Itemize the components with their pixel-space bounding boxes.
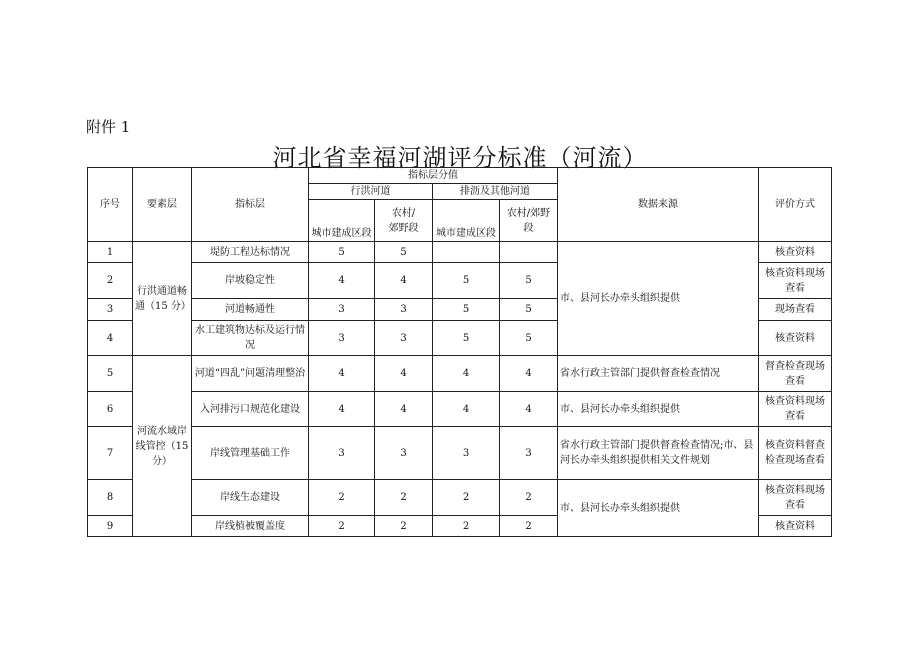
source-cell: 省水行政主管部门提供督查检查情况 [558,356,759,392]
score-cell: 2 [309,516,375,537]
document-title: 河北省幸福河湖评分标准（河流） [272,144,648,172]
score-cell: 3 [309,321,375,356]
score-cell: 3 [433,427,500,480]
score-cell: 4 [433,392,500,427]
header-drain-river: 排沥及其他河道 [433,184,558,200]
score-cell: 2 [500,516,558,537]
score-cell: 5 [433,321,500,356]
score-cell: 2 [433,516,500,537]
indicator-cell: 水工建筑物达标及运行情况 [192,321,309,356]
method-cell: 核查资料现场查看 [759,263,832,299]
header-rural [375,200,433,242]
table-row [88,480,832,516]
header-rural [500,200,558,242]
seq-cell: 9 [88,516,133,537]
score-cell: 5 [309,242,375,263]
table-row [88,242,832,263]
seq-cell: 8 [88,480,133,516]
header-rural-line1: 农村/郊野 [506,207,551,219]
score-cell: 4 [375,263,433,299]
score-cell [433,242,500,263]
score-cell: 4 [309,263,375,299]
attachment-label: 附件 1 [86,118,131,136]
header-method: 评价方式 [759,168,832,242]
score-cell: 5 [433,263,500,299]
score-cell: 3 [500,427,558,480]
score-cell: 3 [309,427,375,480]
source-cell: 省水行政主管部门提供督查检查情况;市、县河长办牵头组织提供相关文件规划 [558,427,759,480]
header-row [88,168,832,184]
header-indicator: 指标层 [192,168,309,242]
seq-cell: 3 [88,299,133,321]
indicator-cell: 河道“四乱”问题清理整治 [192,356,309,392]
element-cell: 行洪通道畅通（15 分） [133,242,192,356]
score-cell: 2 [500,480,558,516]
indicator-cell: 河道畅通性 [192,299,309,321]
score-cell: 5 [500,299,558,321]
method-cell: 现场查看 [759,299,832,321]
indicator-cell: 岸线植被覆盖度 [192,516,309,537]
method-cell: 核查资料现场查看 [759,480,832,516]
score-cell: 2 [433,480,500,516]
score-cell: 3 [375,427,433,480]
header-urban: 城市建成区段 [309,200,375,242]
seq-cell: 7 [88,427,133,480]
score-cell: 4 [309,392,375,427]
indicator-cell: 堤防工程达标情况 [192,242,309,263]
method-cell: 核查资料督查检查现场查看 [759,427,832,480]
header-flood-river: 行洪河道 [309,184,433,200]
score-cell: 5 [375,242,433,263]
source-cell: 市、县河长办牵头组织提供 [558,392,759,427]
score-cell: 5 [500,321,558,356]
method-cell: 核查资料 [759,242,832,263]
seq-cell: 1 [88,242,133,263]
score-cell: 3 [375,321,433,356]
indicator-cell: 岸线生态建设 [192,480,309,516]
seq-cell: 5 [88,356,133,392]
score-cell: 4 [500,356,558,392]
seq-cell: 2 [88,263,133,299]
indicator-cell: 岸线管理基础工作 [192,427,309,480]
seq-cell: 4 [88,321,133,356]
score-cell: 5 [500,263,558,299]
table-row [88,427,832,480]
header-urban: 城市建成区段 [433,200,500,242]
score-cell: 4 [309,356,375,392]
score-cell: 2 [309,480,375,516]
table-row [88,356,832,392]
score-cell: 3 [309,299,375,321]
indicator-cell: 岸坡稳定性 [192,263,309,299]
header-rural-line2: 段 [523,222,534,234]
score-cell: 3 [375,299,433,321]
header-score-group: 指标层分值 [309,168,558,184]
header-rural-line2: 郊野段 [388,222,419,234]
element-cell: 河流水域岸线管控（15 分） [133,356,192,537]
method-cell: 核查资料 [759,321,832,356]
method-cell: 核查资料 [759,516,832,537]
score-cell: 5 [433,299,500,321]
header-element: 要素层 [133,168,192,242]
score-cell: 2 [375,480,433,516]
scoring-table [87,167,832,537]
source-cell: 市、县河长办牵头组织提供 [558,242,759,356]
header-source: 数据来源 [558,168,759,242]
seq-cell: 6 [88,392,133,427]
table-row [88,392,832,427]
method-cell: 核查资料现场查看 [759,392,832,427]
header-rural-line1: 农村/ [391,207,416,219]
score-cell: 4 [433,356,500,392]
score-cell: 4 [375,356,433,392]
source-cell: 市、县河长办牵头组织提供 [558,480,759,537]
score-cell [500,242,558,263]
score-cell: 2 [375,516,433,537]
score-cell: 4 [500,392,558,427]
method-cell: 督查检查现场查看 [759,356,832,392]
header-seq: 序号 [88,168,133,242]
score-cell: 4 [375,392,433,427]
indicator-cell: 入河排污口规范化建设 [192,392,309,427]
